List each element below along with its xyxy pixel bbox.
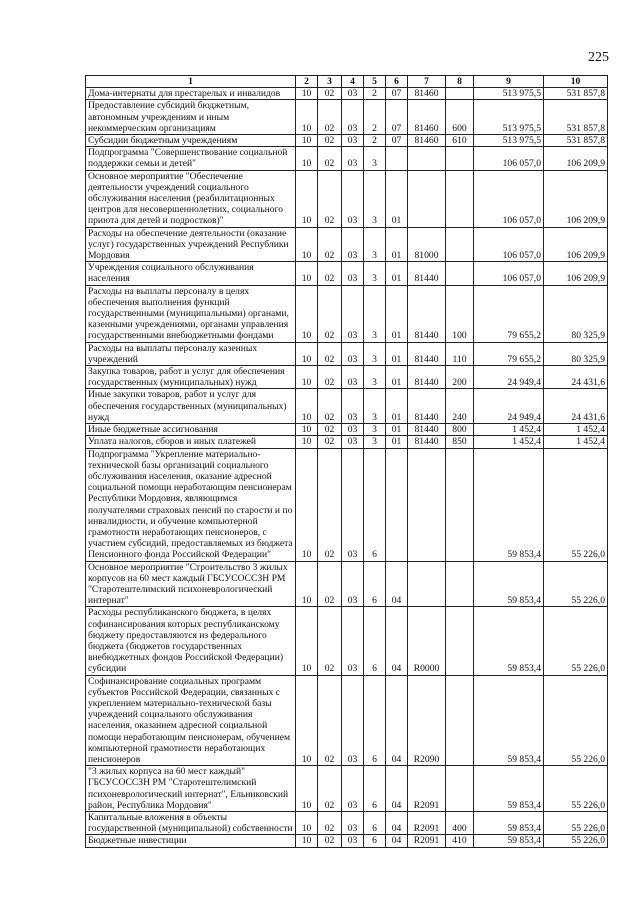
cell-program: 03: [342, 366, 364, 389]
cell-section: 10: [296, 135, 318, 147]
cell-direction: [408, 448, 446, 561]
cell-amount-year1: 59 853,4: [474, 607, 544, 675]
column-header: 9: [474, 76, 544, 88]
cell-direction: R2090: [408, 675, 446, 766]
table-row: [86, 812, 608, 835]
cell-subprogram: 6: [364, 766, 386, 812]
table-row: [86, 675, 608, 766]
cell-section: 10: [296, 88, 318, 100]
cell-amount-year1: 59 853,4: [474, 561, 544, 607]
cell-subprogram: 3: [364, 424, 386, 436]
row-description: Бюджетные инвестиции: [86, 835, 296, 847]
cell-amount-year1: 79 655,2: [474, 285, 544, 342]
cell-section: 10: [296, 100, 318, 135]
cell-amount-year2: 1 452,4: [544, 436, 608, 448]
cell-amount-year1: 106 057,0: [474, 147, 544, 170]
cell-subprogram: 3: [364, 262, 386, 285]
cell-program: 03: [342, 88, 364, 100]
row-description: Софинансирование социальных программ субъектов Российской Федерации, связанных с укреплением материально-технической базы учреждений социального обслуживания населения, оказанием адресной социальной помощи неработающим пенсионерам, обучением компьютерной грамотности неработающих пенсионеров: [86, 675, 296, 766]
cell-section: 10: [296, 675, 318, 766]
cell-subprogram: 3: [364, 389, 386, 424]
cell-amount-year2: 531 857,8: [544, 135, 608, 147]
cell-amount-year1: 59 853,4: [474, 812, 544, 835]
row-description: Основное мероприятие "Строительство 3 жилых корпусов на 60 мест каждый ГБСУСОССЗН РМ "Старотештелимский психоневрологический интернат": [86, 561, 296, 607]
row-description: Капитальные вложения в объекты государственной (муниципальной) собственности: [86, 812, 296, 835]
cell-amount-year2: 80 325,9: [544, 342, 608, 365]
cell-section: 10: [296, 389, 318, 424]
cell-expense-type: [446, 607, 474, 675]
cell-program: 03: [342, 812, 364, 835]
cell-subprogram: 2: [364, 88, 386, 100]
cell-direction: [408, 147, 446, 170]
cell-section: 10: [296, 424, 318, 436]
cell-expense-type: 600: [446, 100, 474, 135]
row-description: Расходы на выплаты персоналу в целях обеспечения выполнения функций государственными (муниципальными) органами, казенными учреждениями, органами управления государственными внебюджетными фондами: [86, 285, 296, 342]
cell-program: 03: [342, 100, 364, 135]
cell-amount-year2: 55 226,0: [544, 607, 608, 675]
cell-event: 01: [386, 366, 408, 389]
cell-amount-year1: 59 853,4: [474, 448, 544, 561]
cell-section: 10: [296, 812, 318, 835]
table-row: [86, 170, 608, 227]
cell-amount-year1: 106 057,0: [474, 262, 544, 285]
cell-expense-type: 850: [446, 436, 474, 448]
cell-expense-type: 410: [446, 835, 474, 847]
cell-amount-year1: 24 949,4: [474, 366, 544, 389]
cell-program: 03: [342, 262, 364, 285]
cell-subprogram: 3: [364, 366, 386, 389]
table-body: [86, 88, 608, 847]
cell-section: 10: [296, 766, 318, 812]
cell-program: 03: [342, 389, 364, 424]
cell-expense-type: [446, 88, 474, 100]
cell-amount-year1: 513 975,5: [474, 88, 544, 100]
row-description: Расходы республиканского бюджета, в целях софинансирования которых республиканскому бюджету предоставляются из федерального бюджета (бюджетов государственных внебюджетных фондов Российской Федерации) субсидии: [86, 607, 296, 675]
cell-direction: 81460: [408, 100, 446, 135]
cell-section: 10: [296, 366, 318, 389]
cell-event: [386, 448, 408, 561]
cell-subsection: 02: [318, 766, 342, 812]
cell-program: 03: [342, 607, 364, 675]
cell-amount-year1: 59 853,4: [474, 675, 544, 766]
table-row: [86, 389, 608, 424]
cell-section: 10: [296, 262, 318, 285]
cell-program: 03: [342, 424, 364, 436]
cell-amount-year2: 80 325,9: [544, 285, 608, 342]
cell-amount-year2: 24 431,6: [544, 366, 608, 389]
cell-direction: R2091: [408, 812, 446, 835]
cell-expense-type: 800: [446, 424, 474, 436]
cell-amount-year2: 55 226,0: [544, 812, 608, 835]
cell-event: 01: [386, 170, 408, 227]
cell-amount-year1: 59 853,4: [474, 766, 544, 812]
cell-direction: 81440: [408, 262, 446, 285]
cell-expense-type: [446, 675, 474, 766]
table-row: [86, 448, 608, 561]
cell-event: 01: [386, 227, 408, 262]
cell-event: 01: [386, 436, 408, 448]
cell-section: 10: [296, 436, 318, 448]
cell-subsection: 02: [318, 88, 342, 100]
cell-program: 03: [342, 227, 364, 262]
table-row: [86, 285, 608, 342]
table-row: [86, 766, 608, 812]
row-description: Закупка товаров, работ и услуг для обеспечения государственных (муниципальных) нужд: [86, 366, 296, 389]
cell-amount-year1: 24 949,4: [474, 389, 544, 424]
cell-amount-year2: 55 226,0: [544, 675, 608, 766]
cell-subsection: 02: [318, 170, 342, 227]
cell-program: 03: [342, 448, 364, 561]
table-row: [86, 88, 608, 100]
cell-subsection: 02: [318, 424, 342, 436]
cell-section: 10: [296, 342, 318, 365]
cell-event: 04: [386, 766, 408, 812]
row-description: Основное мероприятие "Обеспечение деятельности учреждений социального обслуживания населения (реабилитационных центров для несовершеннолетних, социального приюта для детей и подростков)": [86, 170, 296, 227]
row-description: Иные закупки товаров, работ и услуг для обеспечения государственных (муниципальных) нужд: [86, 389, 296, 424]
cell-subprogram: 3: [364, 436, 386, 448]
cell-subsection: 02: [318, 366, 342, 389]
cell-direction: 81440: [408, 285, 446, 342]
cell-direction: R2091: [408, 835, 446, 847]
cell-direction: 81440: [408, 389, 446, 424]
cell-amount-year1: 59 853,4: [474, 835, 544, 847]
row-description: Подпрограмма "Совершенствование социальной поддержки семьи и детей": [86, 147, 296, 170]
cell-section: 10: [296, 147, 318, 170]
row-description: Учреждения социального обслуживания населения: [86, 262, 296, 285]
cell-subsection: 02: [318, 561, 342, 607]
cell-subprogram: 2: [364, 100, 386, 135]
cell-expense-type: [446, 170, 474, 227]
cell-amount-year2: 24 431,6: [544, 389, 608, 424]
cell-subsection: 02: [318, 147, 342, 170]
cell-amount-year1: 106 057,0: [474, 170, 544, 227]
cell-expense-type: [446, 448, 474, 561]
cell-subsection: 02: [318, 448, 342, 561]
cell-section: 10: [296, 227, 318, 262]
cell-section: 10: [296, 561, 318, 607]
cell-event: 07: [386, 100, 408, 135]
table-row: [86, 561, 608, 607]
table-row: [86, 366, 608, 389]
cell-direction: [408, 170, 446, 227]
cell-subprogram: 3: [364, 147, 386, 170]
cell-section: 10: [296, 170, 318, 227]
column-header: 6: [386, 76, 408, 88]
cell-subsection: 02: [318, 389, 342, 424]
cell-program: 03: [342, 561, 364, 607]
cell-event: 01: [386, 342, 408, 365]
cell-subsection: 02: [318, 100, 342, 135]
cell-event: 04: [386, 607, 408, 675]
cell-event: 04: [386, 561, 408, 607]
cell-event: 01: [386, 285, 408, 342]
cell-expense-type: [446, 262, 474, 285]
cell-expense-type: 200: [446, 366, 474, 389]
cell-amount-year2: 55 226,0: [544, 766, 608, 812]
column-header: 4: [342, 76, 364, 88]
cell-amount-year1: 1 452,4: [474, 436, 544, 448]
cell-program: 03: [342, 170, 364, 227]
cell-program: 03: [342, 766, 364, 812]
cell-subprogram: 6: [364, 812, 386, 835]
cell-subprogram: 2: [364, 135, 386, 147]
table-row: [86, 147, 608, 170]
row-description: "3 жилых корпуса на 60 мест каждый" ГБСУСОССЗН РМ "Старотештелимский психоневрологический интернат", Ельниковский район, Республика Мордовия": [86, 766, 296, 812]
cell-program: 03: [342, 285, 364, 342]
cell-amount-year2: 106 209,9: [544, 262, 608, 285]
row-description: Уплата налогов, сборов и иных платежей: [86, 436, 296, 448]
cell-expense-type: 400: [446, 812, 474, 835]
cell-amount-year2: 531 857,8: [544, 88, 608, 100]
cell-amount-year2: 106 209,9: [544, 147, 608, 170]
cell-amount-year1: 513 975,5: [474, 100, 544, 135]
cell-direction: 81440: [408, 436, 446, 448]
cell-subsection: 02: [318, 285, 342, 342]
cell-expense-type: [446, 561, 474, 607]
cell-subprogram: 6: [364, 675, 386, 766]
cell-amount-year2: 55 226,0: [544, 835, 608, 847]
cell-subsection: 02: [318, 436, 342, 448]
cell-event: 01: [386, 424, 408, 436]
cell-expense-type: 240: [446, 389, 474, 424]
cell-direction: 81440: [408, 366, 446, 389]
column-header: 10: [544, 76, 608, 88]
table-row: [86, 436, 608, 448]
cell-event: 07: [386, 88, 408, 100]
cell-subsection: 02: [318, 135, 342, 147]
cell-expense-type: [446, 766, 474, 812]
cell-amount-year2: 531 857,8: [544, 100, 608, 135]
cell-expense-type: [446, 147, 474, 170]
cell-amount-year2: 106 209,9: [544, 227, 608, 262]
column-header: 1: [86, 76, 296, 88]
cell-subsection: 02: [318, 675, 342, 766]
cell-direction: [408, 561, 446, 607]
table-row: [86, 342, 608, 365]
row-description: Расходы на обеспечение деятельности (оказание услуг) государственных учреждений Республики Мордовия: [86, 227, 296, 262]
cell-subprogram: 6: [364, 448, 386, 561]
row-description: Субсидии бюджетным учреждениям: [86, 135, 296, 147]
cell-direction: R2091: [408, 766, 446, 812]
cell-subsection: 02: [318, 262, 342, 285]
row-description: Предоставление субсидий бюджетным, автономным учреждениям и иным некоммерческим организациям: [86, 100, 296, 135]
cell-subprogram: 3: [364, 227, 386, 262]
cell-direction: 81000: [408, 227, 446, 262]
cell-subsection: 02: [318, 227, 342, 262]
cell-program: 03: [342, 436, 364, 448]
cell-program: 03: [342, 835, 364, 847]
cell-expense-type: 110: [446, 342, 474, 365]
cell-direction: 81440: [408, 342, 446, 365]
cell-program: 03: [342, 675, 364, 766]
cell-expense-type: [446, 227, 474, 262]
cell-event: 01: [386, 389, 408, 424]
cell-section: 10: [296, 607, 318, 675]
cell-subsection: 02: [318, 607, 342, 675]
row-description: Расходы на выплаты персоналу казенных учреждений: [86, 342, 296, 365]
column-header: 8: [446, 76, 474, 88]
cell-subprogram: 6: [364, 607, 386, 675]
cell-amount-year1: 1 452,4: [474, 424, 544, 436]
cell-section: 10: [296, 835, 318, 847]
cell-subprogram: 3: [364, 285, 386, 342]
table-row: [86, 835, 608, 847]
cell-amount-year1: 79 655,2: [474, 342, 544, 365]
cell-expense-type: 610: [446, 135, 474, 147]
table-row: [86, 135, 608, 147]
column-header: 3: [318, 76, 342, 88]
cell-event: 07: [386, 135, 408, 147]
cell-expense-type: 100: [446, 285, 474, 342]
cell-direction: 81440: [408, 424, 446, 436]
cell-event: [386, 147, 408, 170]
cell-amount-year2: 106 209,9: [544, 170, 608, 227]
table-header-row: [86, 76, 608, 88]
row-description: Дома-интернаты для престарелых и инвалидов: [86, 88, 296, 100]
cell-event: 04: [386, 675, 408, 766]
cell-amount-year2: 1 452,4: [544, 424, 608, 436]
cell-direction: R0000: [408, 607, 446, 675]
cell-amount-year1: 106 057,0: [474, 227, 544, 262]
page-number: 225: [588, 50, 609, 65]
cell-amount-year2: 55 226,0: [544, 448, 608, 561]
cell-subprogram: 3: [364, 170, 386, 227]
table-row: [86, 424, 608, 436]
cell-subsection: 02: [318, 812, 342, 835]
table-row: [86, 262, 608, 285]
cell-event: 04: [386, 835, 408, 847]
table-row: [86, 607, 608, 675]
cell-program: 03: [342, 342, 364, 365]
column-header: 5: [364, 76, 386, 88]
cell-amount-year2: 55 226,0: [544, 561, 608, 607]
column-header: 2: [296, 76, 318, 88]
cell-direction: 81460: [408, 135, 446, 147]
cell-subprogram: 6: [364, 561, 386, 607]
cell-subsection: 02: [318, 342, 342, 365]
cell-subsection: 02: [318, 835, 342, 847]
table-row: [86, 227, 608, 262]
cell-event: 01: [386, 262, 408, 285]
cell-direction: 81460: [408, 88, 446, 100]
cell-section: 10: [296, 448, 318, 561]
cell-program: 03: [342, 135, 364, 147]
cell-section: 10: [296, 285, 318, 342]
row-description: Подпрограмма "Укрепление материально-технической базы организаций социального обслуживания населения, оказание адресной социальной помощи неработающим пенсионерам Республики Мордовия, являющимся получателями страховых пенсий по старости и по инвалидности, и обучение компьютерной грамотности неработающих пенсионеров, с участием субсидий, предоставляемых из бюджета Пенсионного фонда Российской Федерации": [86, 448, 296, 561]
cell-amount-year1: 513 975,5: [474, 135, 544, 147]
budget-table: [85, 75, 608, 848]
column-header: 7: [408, 76, 446, 88]
cell-subprogram: 6: [364, 835, 386, 847]
cell-program: 03: [342, 147, 364, 170]
cell-event: 04: [386, 812, 408, 835]
table-row: [86, 100, 608, 135]
cell-subprogram: 3: [364, 342, 386, 365]
row-description: Иные бюджетные ассигнования: [86, 424, 296, 436]
